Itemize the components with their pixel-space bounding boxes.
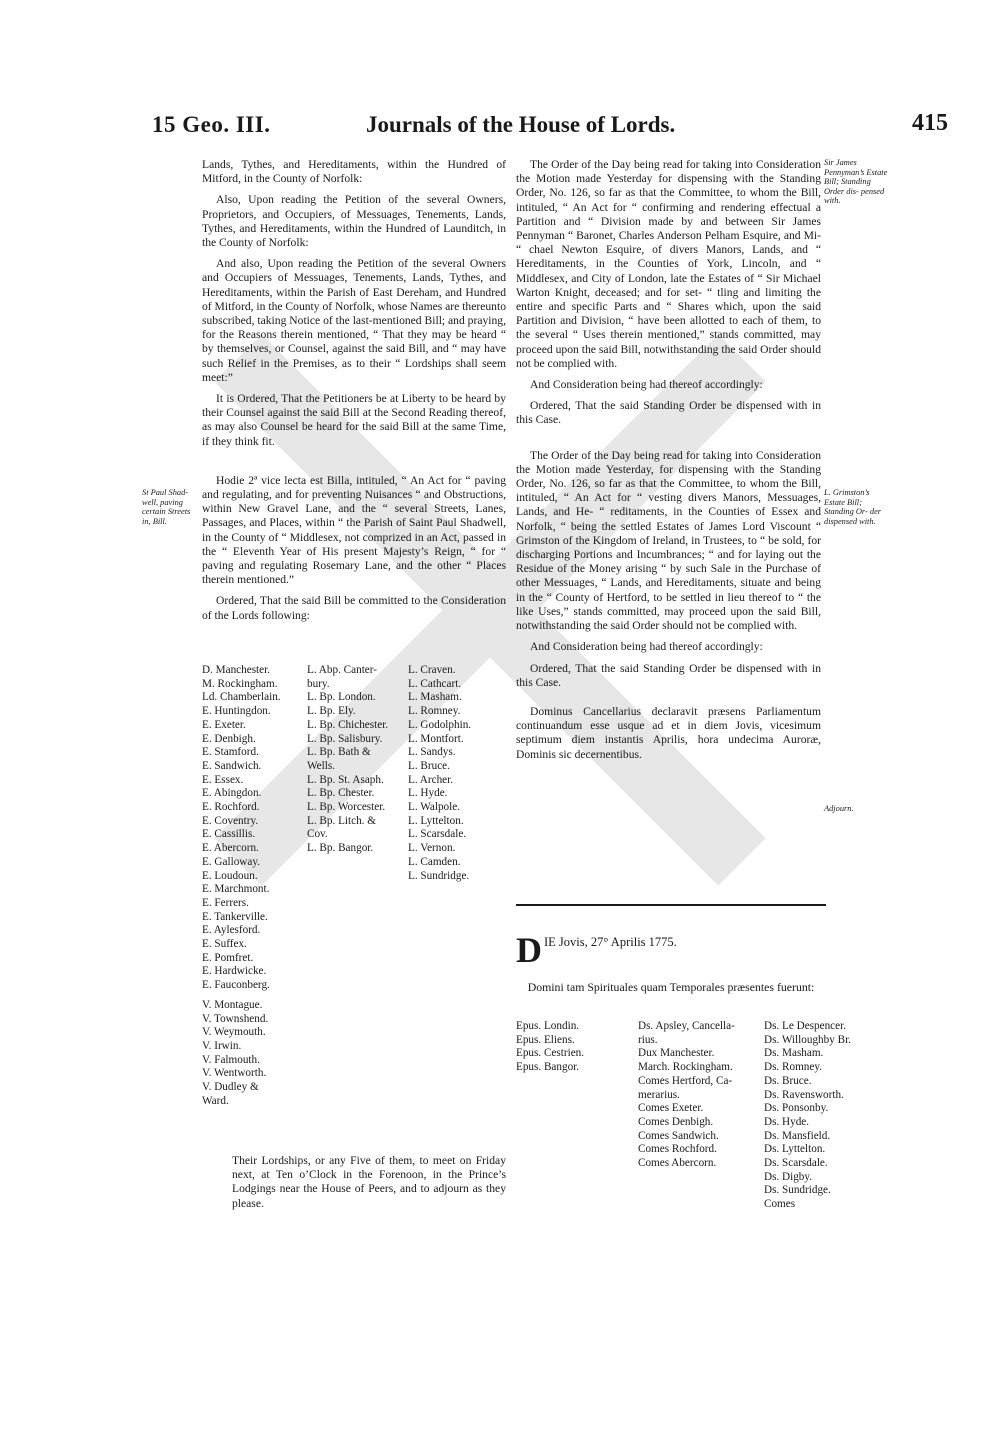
committee-lord: E. Rochford. [202,801,260,814]
present-lord: Comes Exeter. [638,1102,704,1115]
paragraph: It is Ordered, That the Petitioners be at Liberty to be heard by their Counsel against the said Bill at the Second Reading thereof, as may also Counsel be heard for the said Bill at the same Time, if they think fit. [202,392,506,448]
present-lord: Epus. Cestrien. [516,1047,585,1060]
committee-lord: E. Marchmont. [202,883,270,896]
committee-lord: V. Irwin. [202,1039,242,1052]
committee-lord: M. Rockingham. [202,677,278,690]
paragraph: The Order of the Day being read for taking into Consideration the Motion made Yesterday, for dispensing with the Standing Order, No. 126, so far as that the Committee, to whom the Bill, intituled, “ An Act for “ vesting divers Manors, Messuages, Lands, and He- “ reditaments, in the Counties of Essex and Norfolk, “ being the settled Estates of James Lord Viscount “ Grimston of the Kingdom of Ireland, in Trustees, to “ be sold, for discharging Portions and Incumbrances; “ and for laying out the Residue of the Money arising “ by such Sale in the Purchase of other Messuages, “ Lands, and Hereditaments, situate and being in the “ County of Hertford, to be settled in lieu thereof to “ the like Uses,” stands committed, may proceed upon the said Bill, notwithstanding the said Order should not be complied with. [516,448,821,633]
committee-lord: L. Bp. Bangor. [307,842,374,855]
present-lord: Ds. Ravensworth. [764,1088,844,1101]
committee-lord: E. Aylesford. [202,924,261,937]
present-lord: Ds. Sundridge. [764,1184,831,1197]
committee-lord: L. Camden. [408,855,461,868]
paragraph: Dominus Cancellarius declaravit præsens Parliamentum continuandum esse usque ad et in diem Jovis, vicesimum septimum diem instantis Aprilis, hora undecima Auroræ, Dominis sic decernentibus. [516,704,821,761]
committee-lord: L. Scarsdale. [408,828,467,841]
committee-lord: V. Dudley & [202,1081,259,1094]
present-lord: March. Rockingham. [638,1061,733,1074]
committee-lord: L. Sundridge. [408,869,470,882]
present-lord: Ds. Bruce. [764,1074,812,1087]
present-lord: rius. [638,1033,658,1046]
present-col-2 [638,1020,760,1171]
paragraph: And also, Upon reading the Petition of the several Owners and Occupiers of Messuages, Tenements, Lands, Tythes, and Hereditaments, within the Parish of East Dereham, and Hundred of Mitford, in the County of Norfolk, whose Names are thereunto subscribed, taking Notice of the last-mentioned Bill; and praying, for the Reasons therein mentioned, “ That they may be heard “ by themselves, or Counsel, against the said Bill, and “ may have such Relief in the Premises, as to their “ Lordships shall seem meet:” [202,257,506,384]
header-regnal-year: 15 Geo. III. [152,112,271,137]
paragraph: Ordered, That the said Standing Order be dispensed with in this Case. [516,661,821,689]
present-lord: Ds. Le Despencer. [764,1020,847,1032]
present-lord: Ds. Lyttelton. [764,1143,826,1156]
committee-lord: L. Romney. [408,705,461,718]
present-lord: Ds. Romney. [764,1061,823,1074]
present-lord: Ds. Apsley, Cancella- [638,1020,735,1032]
paragraph: Also, Upon reading the Petition of the several Owners, Proprietors, and Occupiers, of Messuages, Tenements, Lands, Tythes, and Hereditaments, within the Hundred of Launditch, in the County of Norfolk: [202,193,506,250]
committee-lord: E. Stamford. [202,746,259,759]
committee-lord: L. Cathcart. [408,677,462,690]
committee-lord: E. Abercorn. [202,842,259,855]
meeting-instruction: Their Lordships, or any Five of them, to meet on Friday next, at Ten o’Clock in the Forenoon, in the Prince’s Lodgings near the House of Peers, and to adjourn as they please. [232,1154,506,1210]
present-lord: Comes Hertford, Ca- [638,1074,733,1087]
committee-lord: L. Masham. [408,691,462,704]
committee-col-2 [307,664,407,856]
left-column [202,158,506,630]
committee-col-3 [408,664,512,883]
committee-lord: L. Montfort. [408,732,464,745]
committee-lord: E. Cassillis. [202,828,256,841]
present-lord: Comes [764,1198,796,1211]
header-title: Journals of the House of Lords. [366,112,676,137]
present-lord: Epus. Eliens. [516,1033,575,1046]
committee-lord: L. Bp. Ely. [307,705,356,718]
present-lord: Ds. Ponsonby. [764,1102,829,1115]
page-number: 415 [912,110,948,136]
committee-lord: L. Godolphin. [408,718,472,731]
paragraph: Ordered, That the said Bill be committed to the Consideration of the Lords following: [202,594,506,622]
committee-lord: L. Vernon. [408,842,456,855]
committee-lord: L. Craven. [408,664,456,676]
right-column [516,158,821,769]
committee-lord: Ld. Chamberlain. [202,691,281,704]
committee-lord: L. Bp. Chester. [307,787,375,800]
section-divider [516,904,826,906]
committee-lord: L. Bp. Chichester. [307,718,389,731]
committee-lord: L. Bp. Litch. & [307,814,376,827]
committee-lord: D. Manchester. [202,664,271,676]
present-lord: Comes Rochford. [638,1143,717,1156]
present-lord: Epus. Londin. [516,1020,580,1032]
committee-lord: V. Weymouth. [202,1026,266,1039]
present-lord: Ds. Digby. [764,1170,813,1183]
committee-lord: L. Sandys. [408,746,456,759]
present-col-3 [764,1020,894,1212]
paragraph: And Consideration being had thereof accordingly: [530,640,763,654]
committee-lord: V. Wentworth. [202,1067,267,1080]
committee-lord: Wells. [307,759,335,772]
committee-lord: E. Suffex. [202,938,247,951]
paragraph: Ordered, That the said Standing Order be dispensed with in this Case. [516,399,821,427]
committee-lord: Ward. [202,1094,229,1107]
committee-lord: L. Abp. Canter- [307,664,377,676]
paragraph: And Consideration being had thereof accordingly: [530,378,763,392]
present-lord: merarius. [638,1088,680,1101]
committee-lord: L. Hyde. [408,787,448,800]
committee-lord: L. Bp. London. [307,691,376,704]
committee-lord: L. Bp. Salisbury. [307,732,383,745]
committee-lord: bury. [307,677,330,690]
committee-lord: E. Exeter. [202,718,246,731]
margin-note: Adjourn. [824,804,854,813]
present-lord: Dux Manchester. [638,1047,715,1060]
committee-lord: V. Falmouth. [202,1053,260,1066]
committee-lord: E. Huntingdon. [202,705,271,718]
committee-lord: L. Bp. St. Asaph. [307,773,384,786]
margin-note: St Paul Shad- well, paving certain Streets in, Bill. [142,488,191,526]
committee-lord: L. Bp. Worcester. [307,801,386,814]
present-col-1 [516,1020,624,1075]
date-text: IE Jovis, 27° Aprilis 1775. [544,935,677,949]
committee-lord: L. Bp. Bath & [307,746,371,759]
committee-lord: E. Loudoun. [202,869,258,882]
present-lord: Ds. Mansfield. [764,1129,831,1142]
committee-col-1 [202,664,302,1109]
committee-lord: L. Bruce. [408,759,450,772]
committee-lord: L. Archer. [408,773,454,786]
margin-note: L. Grimston’s Estate Bill; Standing Or- der dispensed with. [824,488,882,526]
committee-lord: E. Pomfret. [202,951,254,964]
committee-lord: E. Abingdon. [202,787,262,800]
present-lord: Epus. Bangor. [516,1061,580,1074]
committee-lord: E. Coventry. [202,814,259,827]
committee-lord: E. Fauconberg. [202,979,270,992]
committee-lord: E. Sandwich. [202,759,262,772]
margin-note: Sir James Pennyman’s Estate Bill; Standing Order dis- pensed with. [824,158,888,206]
paragraph: Lands, Tythes, and Hereditaments, within the Hundred of Mitford, in the County of Norfolk: [202,158,506,186]
present-lord: Ds. Masham. [764,1047,824,1060]
committee-lord: Cov. [307,828,328,841]
paragraph: Hodie 2ª vice lecta est Billa, intituled, “ An Act for “ paving and regulating, and for preventing Nuisances “ and Obstructions, within New Gravel Lane, and the “ several Streets, Lanes, Passages, and Places, within “ the Parish of Saint Paul Shadwell, in the County of “ Middlesex, not comprized in an Act, passed in the “ Eleventh Year of His present Majesty’s Reign, “ for “ paving and regulating Rosemary Lane, and the other “ Places therein mentioned.” [202,473,506,587]
committee-lord: E. Denbigh. [202,732,256,745]
committee-lord: E. Essex. [202,773,244,786]
committee-lord: L. Walpole. [408,801,461,814]
paragraph: The Order of the Day being read for taking into Consideration the Motion made Yesterday for dispensing with the Standing Order, No. 126, so far as that the Committee, to whom the Bill, intituled, “ An Act for “ confirming and rendering effectual a Partition and “ Division made by and between Sir James Pennyman “ Baronet, Charles Anderson Pelham Esquire, and Mi- “ chael Newton Esquire, of divers Manors, Lands, and “ Hereditaments, in the Counties of York, Lincoln, and “ Middlesex, and City of London, late the Estates of “ Sir Michael Warton Knight, deceased; and for set- “ tling and limiting the entire and specific Parts and “ Shares which, upon the said Partition and Division, “ have been allotted to each of them, to the several “ Uses therein mentioned,” stands committed, may proceed upon the said Bill, notwithstanding the said Order should not be complied with. [516,158,821,370]
present-lord: Ds. Scarsdale. [764,1157,828,1170]
committee-lord: L. Lyttelton. [408,814,464,827]
present-lord: Comes Sandwich. [638,1129,719,1142]
present-lord: Comes Denbigh. [638,1115,714,1128]
committee-lord: E. Hardwicke. [202,965,267,978]
present-lord: Comes Abercorn. [638,1157,717,1170]
drop-cap: D [516,930,542,970]
present-heading: Domini tam Spirituales quam Temporales præsentes fuerunt: [527,980,815,994]
present-lord: Ds. Hyde. [764,1115,810,1128]
committee-lord: E. Ferrers. [202,896,249,909]
committee-lord: E. Galloway. [202,855,260,868]
date-line [516,930,826,970]
present-lord: Ds. Willoughby Br. [764,1033,851,1046]
committee-lord: E. Tankerville. [202,910,268,923]
committee-lord: V. Townshend. [202,1012,269,1025]
committee-lord: V. Montague. [202,998,263,1011]
